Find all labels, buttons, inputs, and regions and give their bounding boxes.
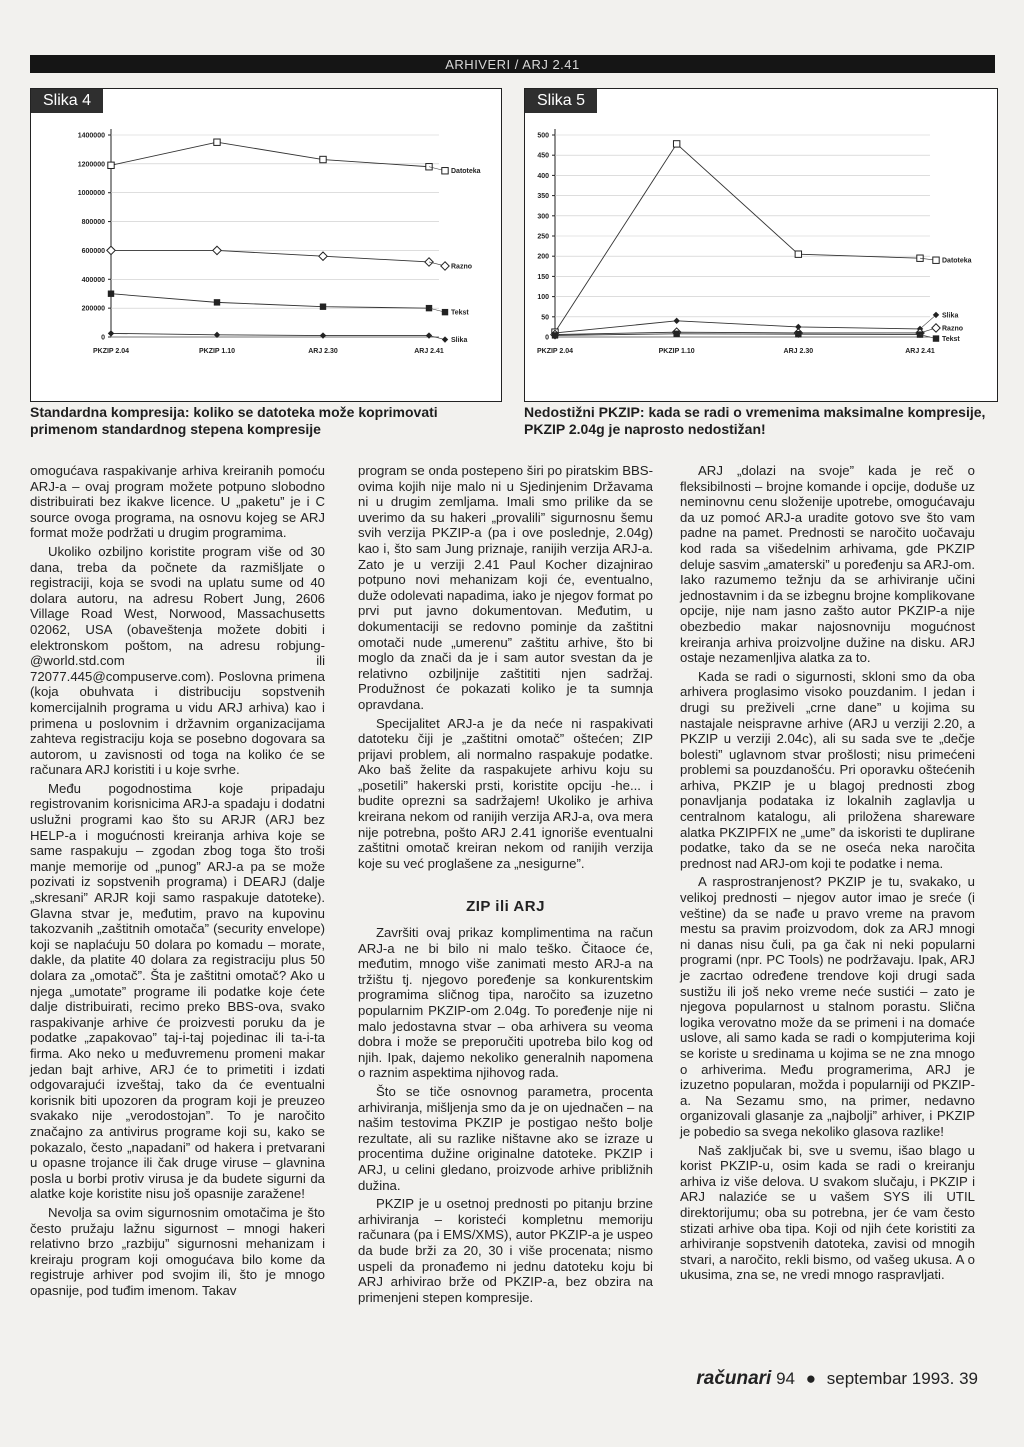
data-point [320, 156, 326, 162]
x-tick-label: PKZIP 2.04 [536, 348, 574, 355]
paragraph: Kada se radi o sigurnosti, skloni smo da oba arhivera proglasimo visoko pouzdanim. I jedan i drugi su preživeli „crne dane” u kojima su nastajale neispravne arhive (ARJ u verziji 2.20, a PKZIP u verziji 2.04c), ali su sada sve te „dečje bolesti” uglavnom stvar prošlosti; nisu primećeni problemi sa pouzdanošću. Pri oporavku oštećenih arhiva, PKZIP je u blagoj prednosti zbog ponavljanja podataka iz lokalnih zaglavlja u centralnom katalogu, ali priložena shareware alatka PKZIPFIX ne „ume” da iskoristi te duplirane podatke, tako da se ne oseća neka naročita prednost nad ARJ-om koji te podatke i nema. [680, 668, 975, 871]
y-tick-label: 100 [537, 294, 549, 302]
paragraph: Specijalitet ARJ-a je da neće ni raspakivati datoteku čiji je „zaštitni omotač” oštećen; ZIP prijavi problem, ali normalno raspakuje podatke. Ako baš želite da raspakujete arhivu koju su „posetili” hakerski prsti, koristite opciju -he... i budite oprezni sa sadržajem! Ukoliko je arhiva kreirana nekom od ranijih verzija ARJ-a, ova mera nije potrebna, pošto ARJ 2.41 ignoriše eventualni zaštitni omotač kreiran nekom od ranijih verzija koje su već proglašene za „nesigurne”. [358, 715, 653, 871]
paragraph: Završiti ovaj prikaz komplimentima na račun ARJ-a ne bi bilo ni malo teško. Čitaoce će, međutim, mnogo više zanimati mesto ARJ-a na tržištu tj. njegovo poređenje sa konkurentskim programima sličnog tipa, naročito sa izuzetno popularnim PKZIP-om 2.04g. To poređenje nije ni malo jedostavna stvar – oba arhivera su veoma dobra i može se preporučiti upotreba bilo kog od njih. Ipak, dajemo nekoliko generalnih napomena o raznim aspektima njihovog rada. [358, 925, 653, 1081]
text-column-1 [30, 463, 325, 1301]
y-tick-label: 0 [101, 334, 105, 342]
legend-label: Razno [942, 325, 963, 333]
y-tick-label: 150 [537, 273, 549, 281]
figure-5 [524, 88, 998, 402]
data-point [108, 291, 114, 297]
data-point [426, 332, 432, 338]
y-tick-label: 1200000 [77, 161, 105, 169]
paragraph: Što se tiče osnovnog parametra, procenta arhiviranja, mišljenja smo da je on ujednačen – na našim testovima PKZIP je postigao nešto bolje rezultate, ali su razlike ništavne ako se izraze u procentima dužine originalne datoteke. PKZIP i ARJ, u celini gledano, proizvode arhive približnih dužina. [358, 1083, 653, 1193]
issue-number: 94 [776, 1369, 795, 1388]
data-point [552, 332, 558, 338]
data-point [795, 331, 801, 337]
x-tick-label: PKZIP 1.10 [658, 348, 695, 355]
y-tick-label: 1000000 [77, 190, 105, 198]
data-point [213, 246, 221, 254]
legend-marker [442, 336, 448, 342]
figure-4-caption: Standardna kompresija: koliko se datoteka može koprimovati primenom standardnog stepena kompresije [30, 404, 438, 437]
data-point [320, 304, 326, 310]
x-tick-label: PKZIP 2.04 [92, 348, 130, 355]
paragraph: ARJ „dolazi na svoje” kada je reč o fleksibilnosti – brojne komande i opcije, doduše uz neminovnu cenu složenije upotrebe, omogućavaju da uz pomoć ARJ-a uradite gotovo sve što vam padne na pamet. Prednosti se naročito uočavaju kod rada sa višedelnim arhivama, gde PKZIP deluje sasvim „amaterski” u poređenju sa ARJ-om. Iako razumemo težnju da se arhiviranje učini jednostavnim i da se izbegnu brojne komplikovane opcije, nije nam jasno zašto autor PKZIP-a nije obezbedio makar najosnovniju mogućnost kreiranja arhiva proizvoljne dužine na disku. ARJ ostaje nezamenljiva alatka za to. [680, 463, 975, 666]
data-point [673, 331, 679, 337]
data-point [108, 330, 114, 336]
data-point [917, 331, 923, 337]
data-point [108, 162, 114, 168]
y-tick-label: 0 [545, 334, 549, 342]
legend-label: Slika [451, 337, 468, 345]
data-point [214, 299, 220, 305]
paragraph: A rasprostranjenost? PKZIP je tu, svakako, u velikoj prednosti – njegov autor imao je sreće (i veštine) da se nađe u pravo vreme na pravom mestu sa pravim proizvodom, dok za ARJ mnogi ni danas nisu čuli, pa ga čak ni neki popularni programi (npr. PC Tools) ne podržavaju. Ipak, ARJ je zacrtao određene trendove koji drugi sada sustižu ili još neko vreme neće sustići – zato je njegova popularnost u stalnom porastu. Slična logika verovatno može da se primeni i na domaće uslove, ali samo kada se radi o kompjuterima koji se koriste u sredinama u kojima se ne zna mnogo o arhiverima. Među programerima, ARJ je izuzetno popularan, možda i popularniji od PKZIP-a. Na Sezamu smo, na primer, nedavno organizovali glasanje za „najbolji” arhiver, i PKZIP je pobedio sa svega nekoliko glasova razlike! [680, 874, 975, 1139]
legend-marker [933, 257, 939, 263]
y-tick-label: 400000 [81, 276, 105, 284]
y-tick-label: 600000 [81, 247, 105, 255]
legend-marker [441, 262, 449, 270]
separator-dot: ● [805, 1369, 817, 1388]
y-tick-label: 200000 [81, 305, 105, 313]
paragraph: omogućava raspakivanje arhiva kreiranih pomoću ARJ-a – ovaj program možete potpuno slobodno distribuirati bez ikakve licence. U „paketu” je i C source ovoga programa, na osnovu kojeg se ARJ format može podržati u drugim programima. [30, 463, 325, 541]
figure-4-chart [31, 89, 501, 401]
data-point [319, 252, 327, 260]
x-tick-label: ARJ 2.41 [414, 348, 444, 355]
y-tick-label: 350 [537, 193, 549, 201]
series-line [555, 321, 920, 333]
section-header [30, 55, 995, 73]
legend-label: Slika [942, 312, 959, 320]
series-line [111, 333, 429, 335]
legend-label: Razno [451, 263, 472, 271]
text-column-3 [680, 463, 975, 1286]
legend-marker [442, 168, 448, 174]
legend-label: Datoteka [942, 257, 972, 265]
y-tick-label: 450 [537, 152, 549, 160]
paragraph: PKZIP je u osetnoj prednosti po pitanju brzine arhiviranja – koristeći kompletnu memoriju računara (pa i EMS/XMS), autor PKZIP-a je uspeo da bude brži za 20, 30 i više procenata; nismo uspeli da pronađemo ni jednu datoteku koju bi ARJ arhivirao brže od PKZIP-a, bez obzira na primenjeni stepen kompresije. [358, 1196, 653, 1305]
x-tick-label: ARJ 2.30 [783, 348, 814, 355]
data-point [673, 141, 679, 147]
paragraph: Nevolja sa ovim sigurnosnim omotačima je što često pružaju lažnu sigurnost – mnogi hakeri relativno brzo „razbiju” sigurnosni mehanizam i kreiraju program koji omogućava bilo kome da registruje arhiver pod svojim ili, što je mnogo opasnije, pod tuđim imenom. Takav [30, 1204, 325, 1298]
series-line [111, 250, 429, 262]
paragraph: Među pogodnostima koje pripadaju registrovanim korisnicima ARJ-a spadaju i dodatni uslužni programi kao što su ARJR (ARJ bez HELP-a i mogućnosti kreiranja arhiva koje se same raspakuju – zgodan zbog toga što troši manje memorije od „punog” ARJ-a pa se može pozivati iz sopstvenih programa) i DEARJ (dalje „skresani” ARJR koji samo raspakuje datoteke). Glavna stvar je, međutim, pravo na kupovinu takozvanih „zaštitnih omotača” (security envelope) koji se naplaćuju 50 dolara po komadu – morate, dakle, da platite 40 dolara za registraciju plus 50 dolara za „omotač”. Šta je zaštitni omotač? Ako u njega „umotate” programe ili podatke koje ćete dalje distribuirati, recimo preko BBS-ova, svako raspakivanje arhive će proizvesti poruku da je podatke „zapakovao” taj-i-taj pojedinac ili ta-i-ta firma. Ako neko u međuvremenu promeni makar jedan bajt arhive, ARJ će to primetiti i izdati odgovarajući izveštaj, tako da će eventualni korisnik biti upozoren da program koji je preuzeo svakako nije „verodostojan”. To je naročito značajno za antivirus programe koji su, kako se pokazalo, često „napadani” od hakera i pretvarani u opasne trojance ili čak druge viruse – glavnina posla u borbi protiv virusa je da budete sigurni da alatke koje koristite nisu još opasnije zaražene! [30, 780, 325, 1202]
y-tick-label: 300 [537, 213, 549, 221]
series-line [555, 334, 920, 336]
legend-label: Tekst [451, 309, 469, 317]
data-point [673, 318, 679, 324]
series-line [111, 142, 429, 167]
legend-marker [933, 335, 939, 341]
figure-5-chart [525, 89, 997, 401]
magazine-name: računari [696, 1368, 772, 1389]
figure-4 [30, 88, 502, 402]
y-tick-label: 250 [537, 233, 549, 241]
y-tick-label: 800000 [81, 219, 105, 227]
y-tick-label: 1400000 [77, 132, 105, 140]
text-column-2 [358, 463, 653, 1308]
section-heading: ZIP ili ARJ [466, 898, 545, 916]
legend-marker [442, 309, 448, 315]
legend-label: Datoteka [451, 168, 481, 176]
y-tick-label: 400 [537, 172, 549, 180]
x-tick-label: ARJ 2.41 [905, 348, 935, 355]
series-line [111, 294, 429, 308]
data-point [107, 246, 115, 254]
page-number: 39 [959, 1369, 978, 1388]
figure-4-title: Slika 4 [31, 89, 103, 113]
paragraph: program se onda postepeno širi po piratskim BBS-ovima kojih nije malo ni u Sjedinjenim Državama ni u drugim zemljama. Imali smo prilike da se uverimo da su hakeri „provalili” sigurnosnu šemu svih verzija PKZIP-a (pa i ove poslednje, 2.04g) kao i, što sam Jung priznaje, ranijih verzija ARJ-a. Zato je u verziji 2.41 Paul Kocher dizajnirao potpuno novi mehanizam koji će, eventualno, duže odolevati napadima, iako je njegov format po prvi put javno dokumentovan. Međutim, u dokumentaciji se redovno pominje da zaštitni omotači nude „umerenu” zaštitu arhive, što bi moglo da znači da je i sam autor svestan da je relativno ozbiljnije zaštititi njen sadržaj. Produžnost će pokazati koliko je ta sumnja opravdana. [358, 463, 653, 712]
data-point [214, 139, 220, 145]
y-tick-label: 500 [537, 132, 549, 140]
data-point [320, 332, 326, 338]
y-tick-label: 50 [541, 314, 549, 322]
data-point [795, 251, 801, 257]
figure-5-title: Slika 5 [525, 89, 597, 113]
x-tick-label: ARJ 2.30 [308, 348, 338, 355]
x-tick-label: PKZIP 1.10 [198, 348, 236, 355]
paragraph: Ukoliko ozbiljno koristite program više od 30 dana, treba da počnete da razmišljate o registraciji, koja se svodi na uplatu sume od 40 dolara autoru, na adresu Robert Jung, 2606 Village Road West, Norwood, Massachusetts 02062, USA (obaveštenja možete dobiti i elektronskom poštom, na adresu robjung-@world.std.com ili 72077.445@compuserve.com). Poslovna primena (koja obuhvata i distribuciju sopstvenih komercijalnih programa u vidu ARJ arhiva) kao i primena u poslovnim i državnim organizacijama zahteva registraciju koja se posebno dogovara sa autorom, u zavisnosti od toga na koliko će se računara ARJ koristiti i u koje svrhe. [30, 543, 325, 778]
figure-5-caption: Nedostižni PKZIP: kada se radi o vremenima maksimalne kompresije, PKZIP 2.04g je naprosto nedostižan! [524, 404, 986, 437]
legend-marker [932, 324, 940, 332]
section-title: ARHIVERI / ARJ 2.41 [445, 56, 580, 72]
y-tick-label: 200 [537, 253, 549, 261]
series-line [555, 144, 920, 332]
page-footer [696, 1368, 978, 1390]
issue-date: septembar 1993. [826, 1369, 955, 1388]
legend-label: Tekst [942, 336, 960, 344]
paragraph: Naš zaključak bi, sve u svemu, išao blago u korist PKZIP-u, osim kada se radi o kreiranju arhiva iz više delova. U svakom slučaju, i PKZIP i ARJ nalaziće se u vašem SYS ili UTIL direktorijumu; oba su potrebna, jer će vam često stizati arhive oba tipa. Koji od njih ćete koristiti za arhiviranje sopstvenih datoteka, zavisi od mnogih stvari, a naročito, rekli bismo, od vašeg ukusa. A o ukusima, zna se, ne vredi mnogo raspravljati. [680, 1142, 975, 1283]
